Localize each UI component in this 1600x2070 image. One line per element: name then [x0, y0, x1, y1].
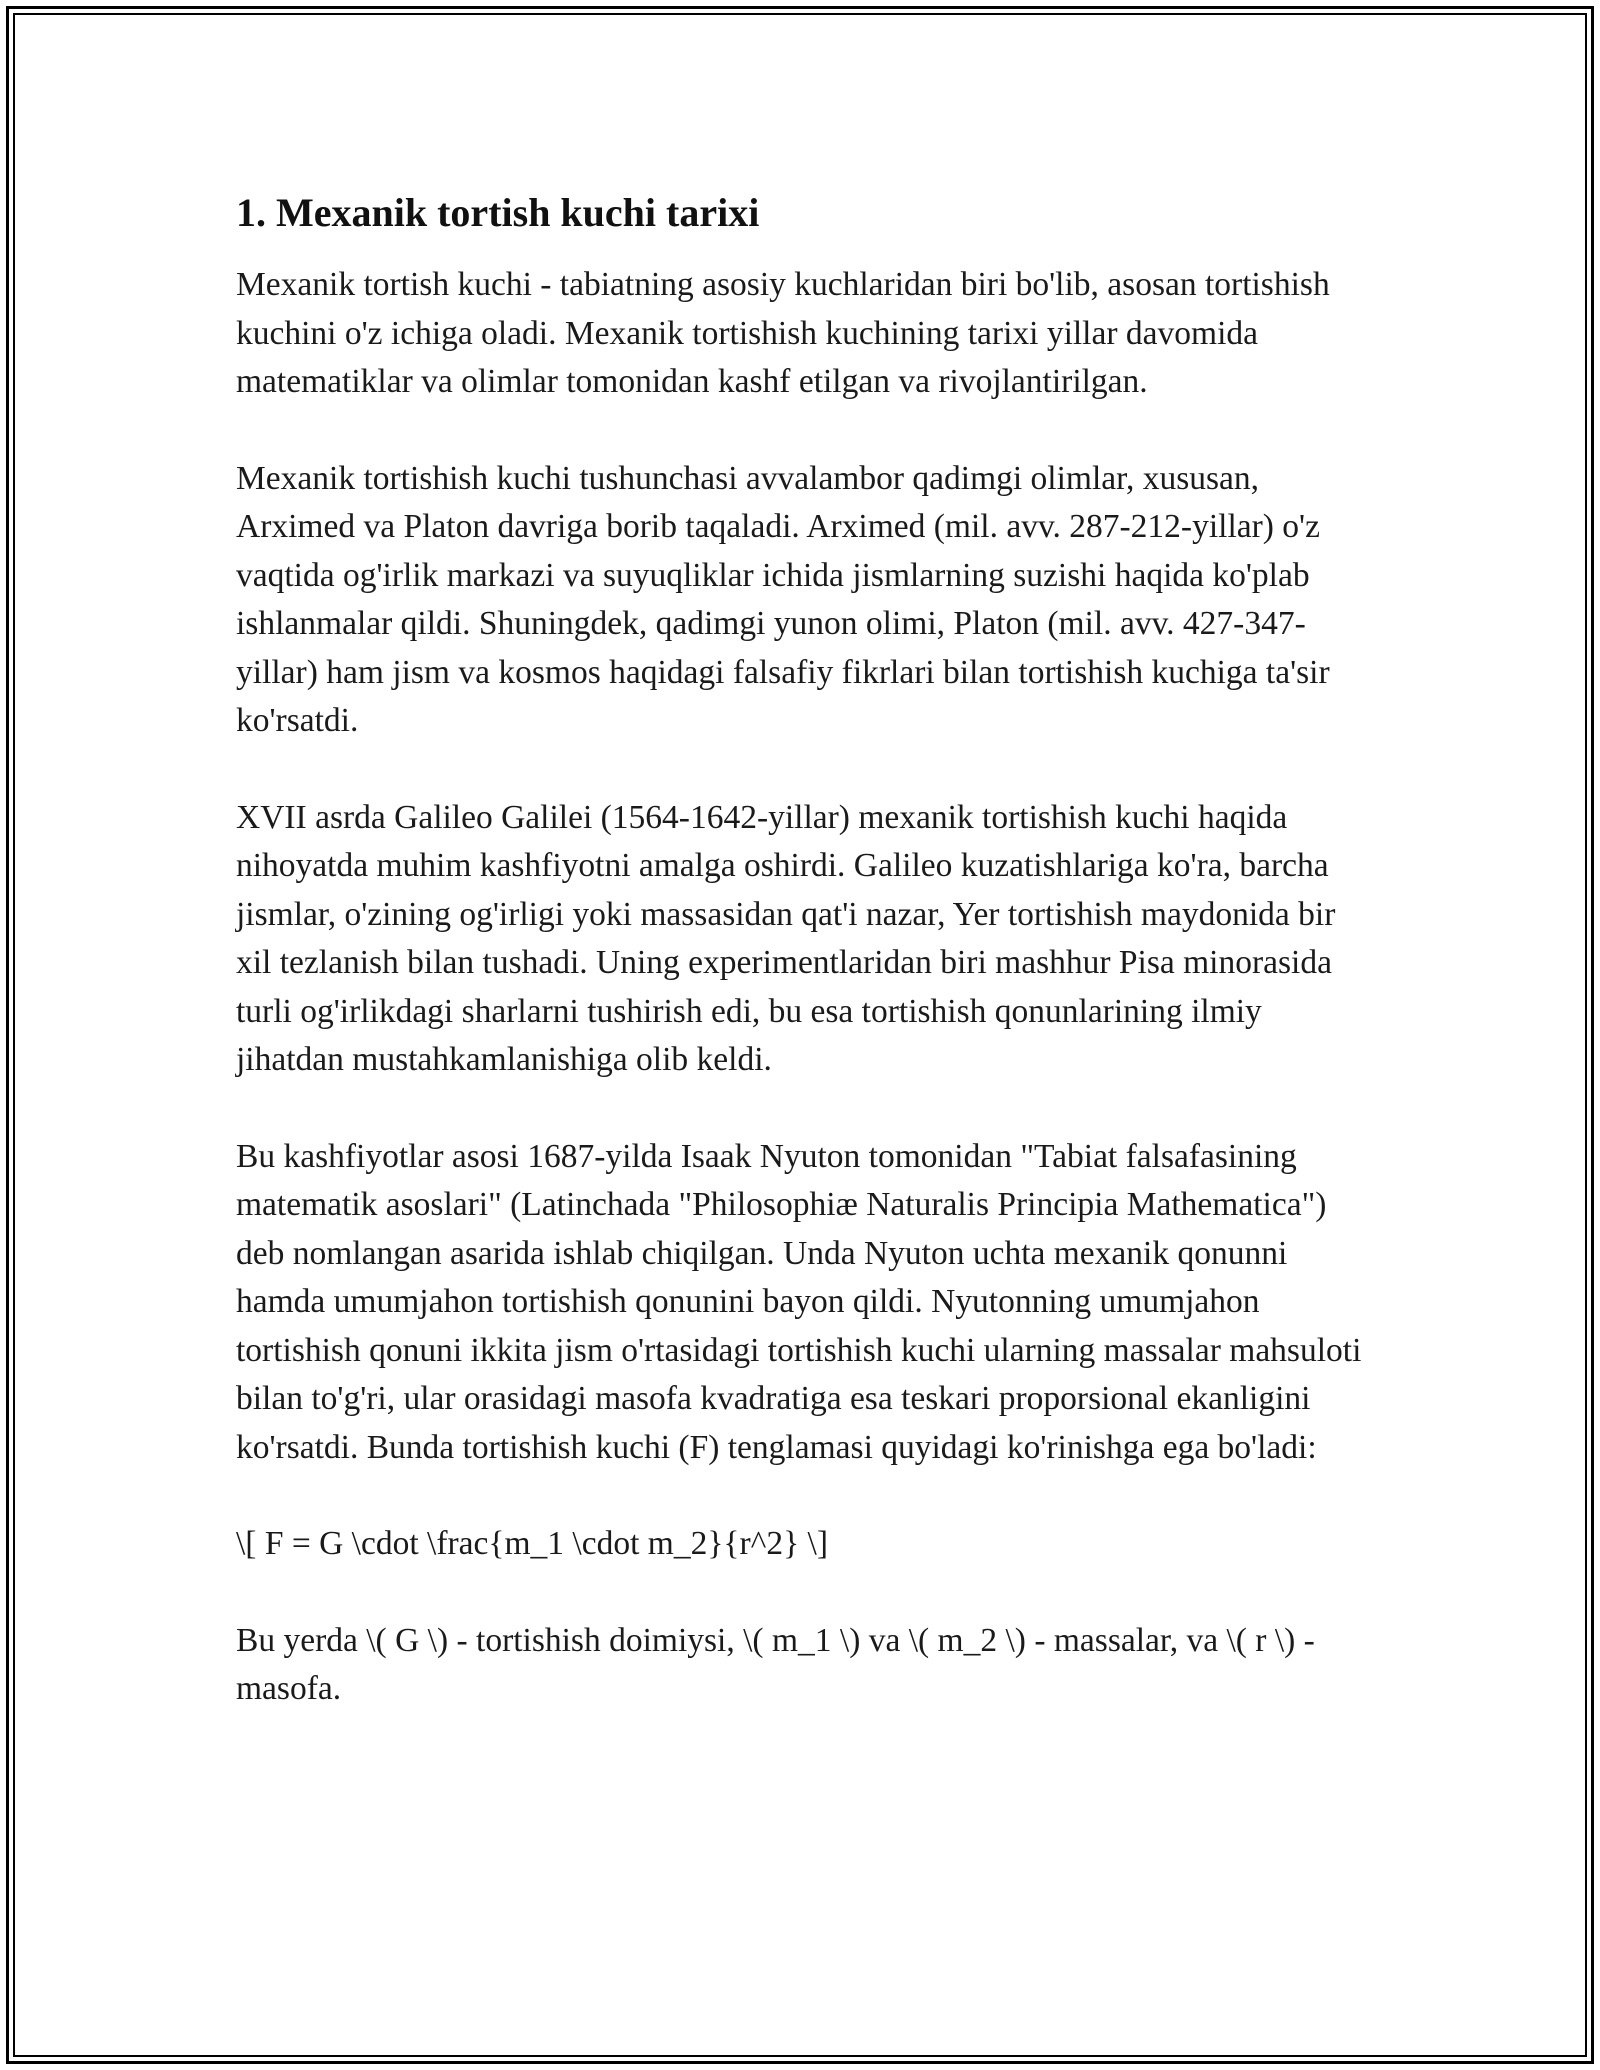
gravity-formula: \[ F = G \cdot \frac{m_1 \cdot m_2}{r^2} \]: [236, 1525, 829, 1562]
paragraph-formula-legend: Bu yerda \( G \) - tortishish doimiysi, \( m_1 \) va \( m_2 \) - massalar, va \( r \) - masofa.: [236, 1621, 1315, 1707]
paragraph-ancient-scientists: Mexanik tortishish kuchi tushunchasi avvalambor qadimgi olimlar, xususan, Arximed va Platon davriga borib taqaladi. Arximed (mil. avv. 287-212-yillar) o'z vaqtida og'irlik markazi va suyuqliklar ichida jismlarning suzishi haqida ko'plab ishlanmalar qildi. Shuningdek, qadimgi yunon olimi, Platon (mil. avv. 427-347-yillar) ham jism va kosmos haqidagi falsafiy fikrlari bilan tortishish kuchiga ta'sir ko'rsatdi.: [236, 459, 1330, 739]
document-body: [236, 185, 1376, 1762]
section-title: 1. Mexanik tortish kuchi tarixi: [236, 190, 760, 235]
paragraph-intro: Mexanik tortish kuchi - tabiatning asosiy kuchlaridan biri bo'lib, asosan tortishish kuchini o'z ichiga oladi. Mexanik tortishish kuchining tarixi yillar davomida matematiklar va olimlar tomonidan kashf etilgan va rivojlantirilgan.: [236, 266, 1330, 400]
paragraph-galileo: XVII asrda Galileo Galilei (1564-1642-yillar) mexanik tortishish kuchi haqida nihoyatda muhim kashfiyotni amalga oshirdi. Galileo kuzatishlariga ko'ra, barcha jismlar, o'zining og'irligi yoki massasidan qat'i nazar, Yer tortishish maydonida bir xil tezlanish bilan tushadi. Uning experimentlaridan biri mashhur Pisa minorasida turli og'irlikdagi sharlarni tushirish edi, bu esa tortishish qonunlarining ilmiy jihatdan mustahkamlanishiga olib keldi.: [236, 798, 1336, 1078]
paragraph-newton: Bu kashfiyotlar asosi 1687-yilda Isaak Nyuton tomonidan "Tabiat falsafasining matematik asoslari" (Latinchada "Philosophiæ Naturalis Principia Mathematica") deb nomlangan asarida ishlab chiqilgan. Unda Nyuton uchta mexanik qonunni hamda umumjahon tortishish qonunini bayon qildi. Nyutonning umumjahon tortishish qonuni ikkita jism o'rtasidagi tortishish kuchi ularning massalar mahsuloti bilan to'g'ri, ular orasidagi masofa kvadratiga esa teskari proporsional ekanligini ko'rsatdi. Bunda tortishish kuchi (F) tenglamasi quyidagi ko'rinishga ega bo'ladi:: [236, 1137, 1362, 1466]
